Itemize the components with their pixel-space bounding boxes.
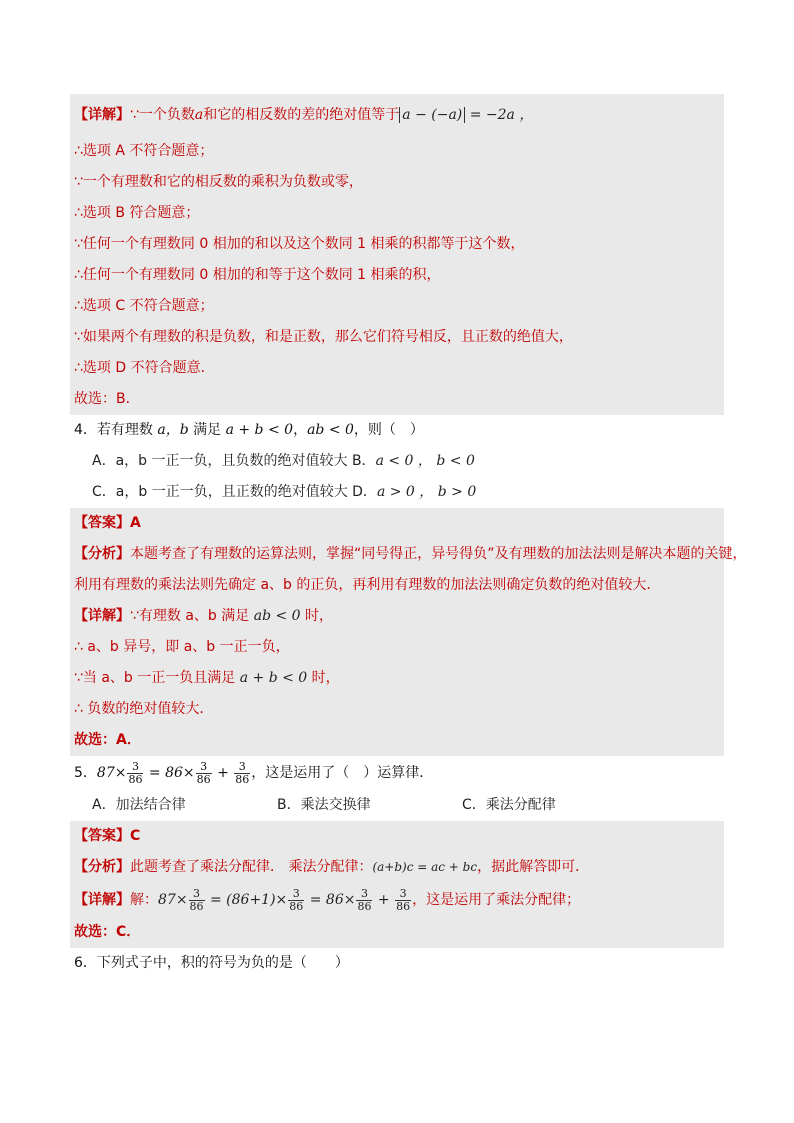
absolute-value-expr: a − (−a) — [399, 107, 465, 123]
q5-answer: 【答案】C — [70, 821, 724, 852]
option-a: A．加法结合律 — [92, 797, 186, 813]
detail-line-6: ∴任何一个有理数同 0 相加的和等于这个数同 1 相乘的积， — [70, 260, 724, 291]
q4-answer: 【答案】A — [70, 508, 724, 539]
detail-line-4: ∴选项 B 符合题意； — [70, 198, 724, 229]
detail-line-2: ∴选项 A 不符合题意； — [70, 136, 724, 167]
q4-choose: 故选：A． — [70, 725, 724, 756]
fraction: $\frac{3}{86}$ — [196, 759, 211, 786]
question-4-options-cd — [70, 477, 724, 508]
question-5-stem: 5．87× $\frac{3}{86}$ = 86× $\frac{3}{86}$ + $\frac{3}{86}$ ，这是运用了（ ）运算律． — [74, 759, 434, 786]
fraction: $\frac{3}{86}$ — [396, 886, 411, 913]
choose-line-prev: 故选：B． — [70, 384, 724, 415]
q4-detail-1: 【详解】∵有理数 a、b 满足 ab < 0 时， — [70, 601, 724, 632]
detail-line-3: ∵一个有理数和它的相反数的乘积为负数或零， — [70, 167, 724, 198]
question-4-options-ab — [70, 446, 724, 477]
question-6-stem: 6．下列式子中，积的符号为负的是（ ） — [74, 955, 349, 971]
fraction: $\frac{3}{86}$ — [189, 886, 204, 913]
question-5-options — [70, 790, 724, 821]
q4-detail-2: ∴ a、b 异号，即 a、b 一正一负， — [70, 632, 724, 663]
q4-analysis-1: 【分析】本题考查了有理数的运算法则，掌握“同号得正，异号得负”及有理数的加法法则是解决本题的关键， — [70, 539, 724, 570]
q5-choose: 故选：C． — [70, 917, 724, 948]
question-4-stem: 4．若有理数 a，b 满足 a + b < 0，ab < 0，则（ ） — [74, 422, 424, 438]
detail-line-1: 【详解】∵一个负数a和它的相反数的差的绝对值等于 a − (−a) = −2a ， — [70, 94, 724, 136]
option-d: D．a > 0 ， b > 0 — [352, 484, 477, 500]
option-b: B．乘法交换律 — [277, 797, 371, 813]
q4-detail-4: ∴ 负数的绝对值较大． — [70, 694, 724, 725]
q5-analysis: 【分析】此题考查了乘法分配律． 乘法分配律：(a+b)c = ac + bc，据此解答即可． — [70, 852, 724, 883]
fraction: $\frac{3}{86}$ — [235, 759, 250, 786]
q4-analysis-2: 利用有理数的乘法法则先确定 a、b 的正负，再利用有理数的加法法则确定负数的绝对值较大． — [70, 570, 724, 601]
fraction: $\frac{3}{86}$ — [128, 759, 143, 786]
detail-line-9: ∴选项 D 不符合题意． — [70, 353, 724, 384]
option-c: C．乘法分配律 — [462, 797, 556, 813]
option-b: B．a < 0 ， b < 0 — [351, 453, 475, 469]
q4-detail-3: ∵当 a、b 一正一负且满足 a + b < 0 时， — [70, 663, 724, 694]
option-a: A．a，b 一正一负，且负数的绝对值较大 — [92, 453, 348, 469]
detail-line-5: ∵任何一个有理数同 0 相加的和以及这个数同 1 相乘的积都等于这个数， — [70, 229, 724, 260]
q5-detail: 【详解】解：87× $\frac{3}{86}$ = (86+1)× $\frac{3}{86}$ = 86× $\frac{3}{86}$ + $\frac{3}{86}$ ，这是运用了乘法分配律； — [70, 883, 724, 917]
detail-line-8: ∵如果两个有理数的积是负数，和是正数，那么它们符号相反，且正数的绝值大， — [70, 322, 724, 353]
option-c: C．a，b 一正一负，且正数的绝对值较大 — [92, 484, 348, 500]
fraction: $\frac{3}{86}$ — [357, 886, 372, 913]
detail-tag: 【详解】 — [74, 107, 130, 123]
page-content — [70, 94, 747, 979]
fraction: $\frac{3}{86}$ — [289, 886, 304, 913]
detail-line-7: ∴选项 C 不符合题意； — [70, 291, 724, 322]
